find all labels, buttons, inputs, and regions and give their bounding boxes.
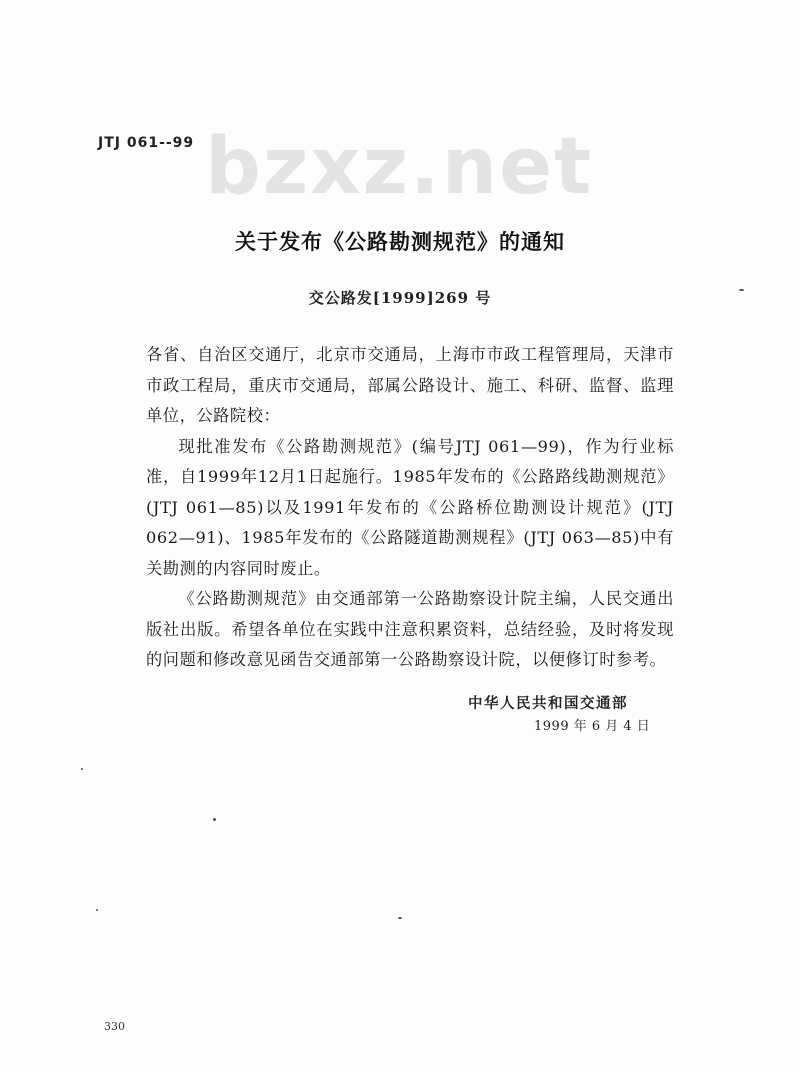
scan-speck xyxy=(739,289,744,291)
body-paragraph-1: 现批准发布《公路勘测规范》(编号JTJ 061—99)，作为行业标准，自1999年12月1日起施行。1985年发布的《公路路线勘测规范》(JTJ 061—85)以及1991年发布的《公路桥位勘测设计规范》(JTJ 062—91)、1985年发布的《公路隧道勘测规程》(JTJ 063—85)中有关勘测的内容同时废止。 xyxy=(146,436,674,578)
standard-code: JTJ 061--99 xyxy=(98,135,195,151)
issue-date: 1999 年 6 月 4 日 xyxy=(534,719,651,734)
notice-body xyxy=(146,340,674,676)
issuer-name: 中华人民共和国交通部 xyxy=(468,695,628,712)
body-paragraph-2: 《公路勘测规范》由交通部第一公路勘察设计院主编，人民交通出版社出版。希望各单位在实践中注意积累资料，总结经验，及时将发现的问题和修改意见函告交通部第一公路勘察设计院，以便修订时参考。 xyxy=(146,589,674,669)
watermark: bzxz.net xyxy=(205,122,594,212)
page-number: 330 xyxy=(104,1020,125,1033)
scan-speck xyxy=(96,909,98,911)
addressee-paragraph: 各省、自治区交通厅，北京市交通局，上海市市政工程管理局，天津市市政工程局，重庆市交通局，部属公路设计、施工、科研、监督、监理单位，公路院校： xyxy=(146,345,674,425)
notice-title: 关于发布《公路勘测规范》的通知 xyxy=(235,230,565,254)
scan-speck xyxy=(398,917,402,919)
scan-speck xyxy=(213,818,216,821)
document-number: 交公路发[1999]269 号 xyxy=(308,289,492,307)
scan-speck xyxy=(81,768,83,770)
